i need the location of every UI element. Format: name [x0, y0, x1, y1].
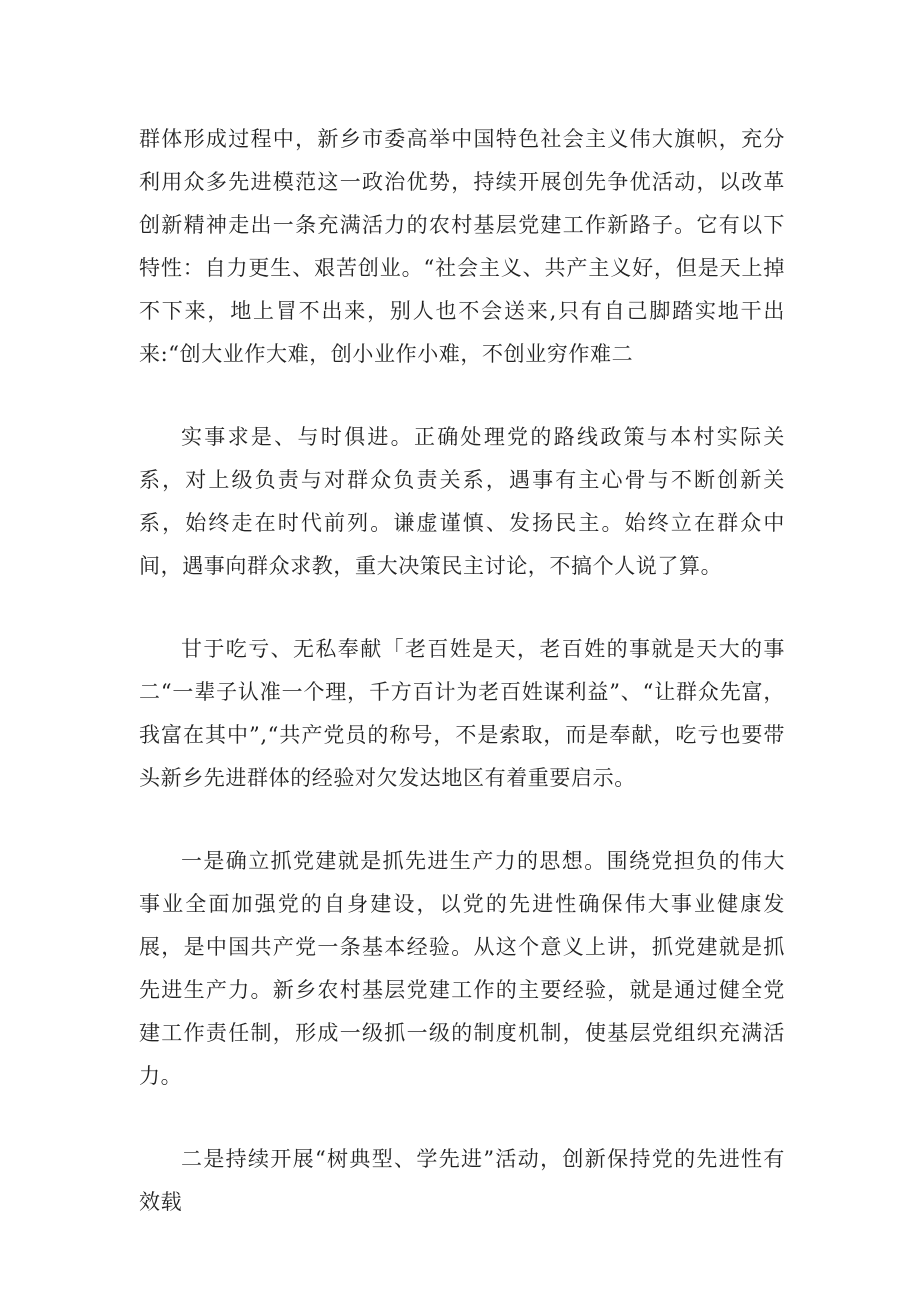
paragraph-1: 群体形成过程中，新乡市委高举中国特色社会主义伟大旗帜，充分利用众多先进模范这一政治优势，持续开展创先争优活动，以改革创新精神走出一条充满活力的农村基层党建工作新路子。它有以下特性：自力更生、艰苦创业。“社会主义、共产主义好，但是天上掉不下来，地上冒不出来，别人也不会送来,只有自己脚踏实地干出来:“创大业作大难，创小业作小难，不创业穷作难二	[139, 127, 785, 366]
paragraph-3: 甘于吃亏、无私奉献「老百姓是天，老百姓的事就是天大的事二“一辈子认准一个理，千方百计为老百姓谋利益”、“让群众先富，我富在其中”,“共产党员的称号，不是索取，而是奉献，吃亏也要带头新乡先进群体的经验对欠发达地区有着重要启示。	[139, 637, 785, 790]
paragraph-5: 二是持续开展“树典型、学先进”活动，创新保持党的先进性有效载	[139, 1147, 785, 1214]
paragraph-2: 实事求是、与时俱进。正确处理党的路线政策与本村实际关系，对上级负责与对群众负责关系，遇事有主心骨与不断创新关系，始终走在时代前列。谦虚谨慎、发扬民主。始终立在群众中间，遇事向群众求教，重大决策民主讨论，不搞个人说了算。	[139, 425, 785, 578]
document-body	[139, 118, 785, 1264]
paragraph-4: 一是确立抓党建就是抓先进生产力的思想。围绕党担负的伟大事业全面加强党的自身建设，以党的先进性确保伟大事业健康发展，是中国共产党一条基本经验。从这个意义上讲，抓党建就是抓先进生产力。新乡农村基层党建工作的主要经验，就是通过健全党建工作责任制，形成一级抓一级的制度机制，使基层党组织充满活力。	[139, 849, 785, 1088]
